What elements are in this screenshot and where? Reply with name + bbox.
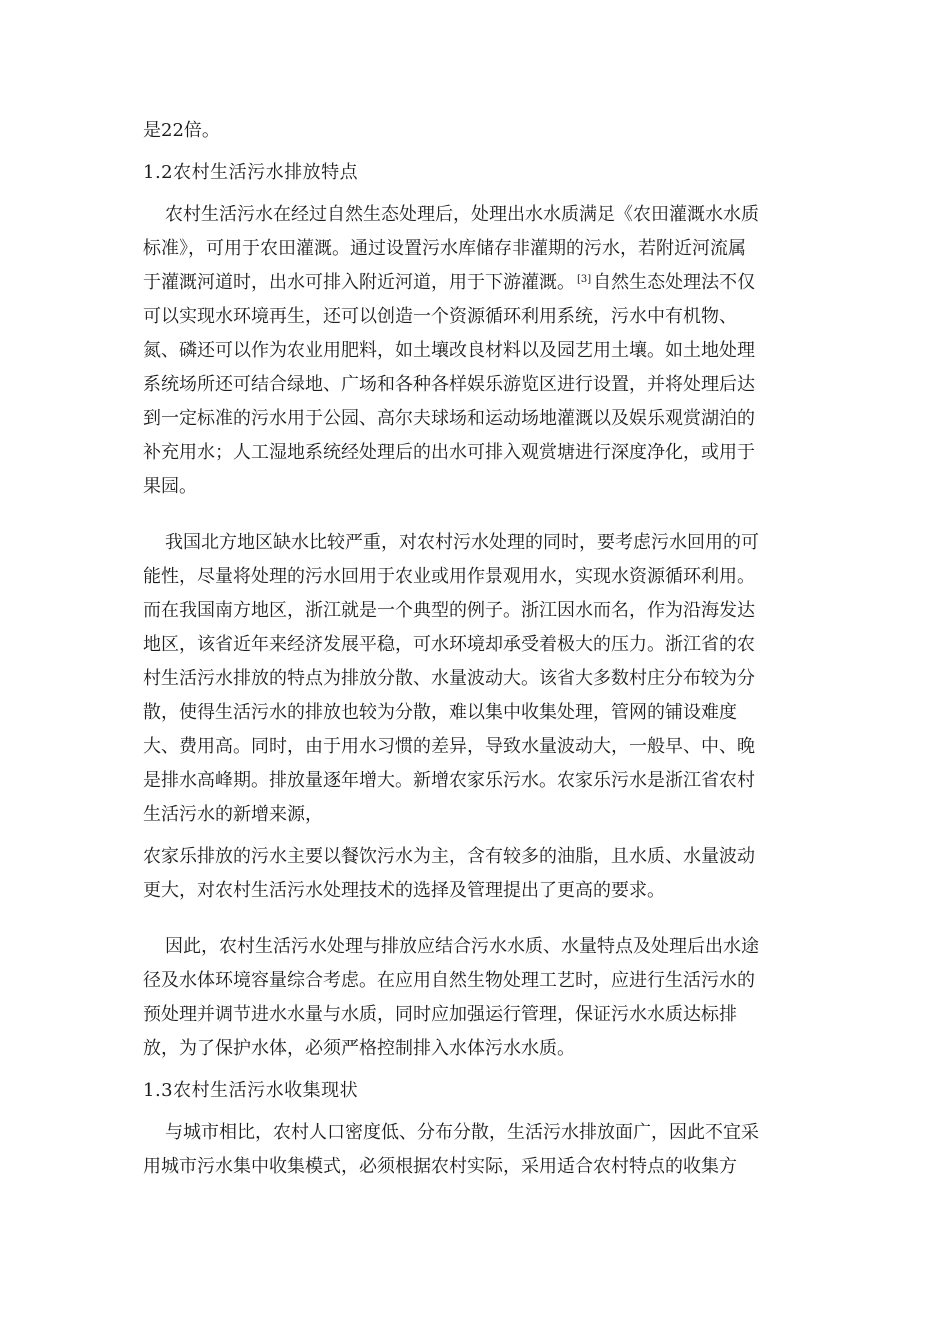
text-line: 可以实现水环境再生，还可以创造一个资源循环利用系统，污水中有机物、 [143, 306, 737, 327]
text-line: 地区，该省近年来经济发展平稳，可水环境却承受着极大的压力。浙江省的农 [143, 634, 755, 655]
text-line: 农村生活污水在经过自然生态处理后，处理出水水质满足《农田灌溉水水质 [165, 204, 759, 225]
text-line: 径及水体环境容量综合考虑。在应用自然生物处理工艺时，应进行生活污水的 [143, 970, 755, 991]
text-line [143, 271, 755, 295]
text-line: 散，使得生活污水的排放也较为分散，难以集中收集处理，管网的铺设难度 [143, 702, 737, 723]
section-heading-1-2: 1.2农村生活污水排放特点 [143, 162, 359, 183]
text-line: 系统场所还可结合绿地、广场和各种各样娱乐游览区进行设置，并将处理后达 [143, 374, 755, 395]
text-line: 用城市污水集中收集模式，必须根据农村实际，采用适合农村特点的收集方 [143, 1156, 737, 1177]
text-line: 大、费用高。同时，由于用水习惯的差异，导致水量波动大，一般早、中、晚 [143, 736, 755, 757]
text-line: 农家乐排放的污水主要以餐饮污水为主，含有较多的油脂，且水质、水量波动 [143, 846, 755, 867]
text-line: 我国北方地区缺水比较严重，对农村污水处理的同时，要考虑污水回用的可 [165, 532, 759, 553]
text-line: 放，为了保护水体，必须严格控制排入水体污水水质。 [143, 1038, 575, 1059]
text-line: 更大，对农村生活污水处理技术的选择及管理提出了更高的要求。 [143, 880, 665, 901]
text-line: 是排水高峰期。排放量逐年增大。新增农家乐污水。农家乐污水是浙江省农村 [143, 770, 755, 791]
text-line: 氮、磷还可以作为农业用肥料，如土壤改良材料以及园艺用土壤。如土地处理 [143, 340, 755, 361]
text-line: 因此，农村生活污水处理与排放应结合污水水质、水量特点及处理后出水途 [165, 936, 759, 957]
text-line: 预处理并调节进水水量与水质，同时应加强运行管理，保证污水水质达标排 [143, 1004, 737, 1025]
text-span: 于灌溉河道时，出水可排入附近河道，用于下游灌溉。 [143, 272, 575, 293]
text-line: 生活污水的新增来源， [143, 804, 323, 825]
text-line: 能性，尽量将处理的污水回用于农业或用作景观用水，实现水资源循环利用。 [143, 566, 755, 587]
text-line: 与城市相比，农村人口密度低、分布分散，生活污水排放面广，因此不宜采 [165, 1122, 759, 1143]
text-line: 标准》，可用于农田灌溉。通过设置污水库储存非灌期的污水，若附近河流属 [143, 238, 746, 259]
text-line: 补充用水；人工湿地系统经处理后的出水可排入观赏塘进行深度净化，或用于 [143, 442, 755, 463]
text-span: 自然生态处理法不仅 [593, 272, 756, 293]
text-line: 到一定标准的污水用于公园、高尔夫球场和运动场地灌溉以及娱乐观赏湖泊的 [143, 408, 755, 429]
text-line: 果园。 [143, 476, 197, 497]
citation-ref: [3] [577, 274, 592, 285]
text-line: 是22倍。 [143, 120, 220, 141]
text-line: 村生活污水排放的特点为排放分散、水量波动大。该省大多数村庄分布较为分 [143, 668, 755, 689]
text-line: 而在我国南方地区，浙江就是一个典型的例子。浙江因水而名，作为沿海发达 [143, 600, 755, 621]
section-heading-1-3: 1.3农村生活污水收集现状 [143, 1080, 359, 1101]
